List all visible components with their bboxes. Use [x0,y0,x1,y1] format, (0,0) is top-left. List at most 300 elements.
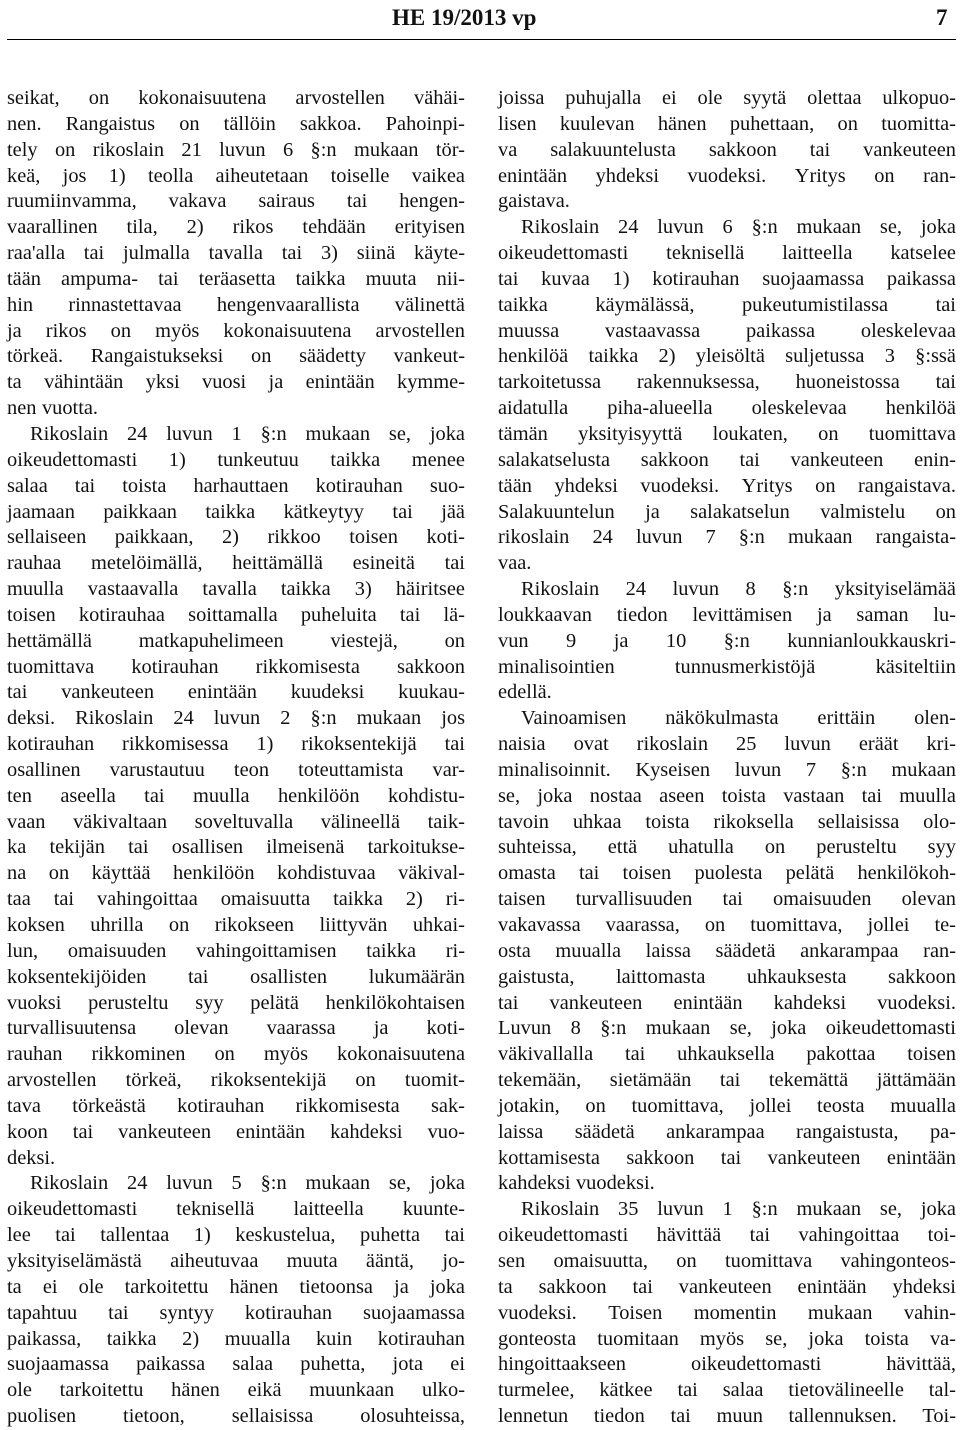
text-line [7,1171,465,1197]
word: tai [144,784,165,807]
word: turvallisuuden [575,888,693,911]
word: mukaan [353,138,419,161]
word: turvallisuutensa [7,1017,137,1040]
word: luvun [635,526,683,549]
word: se, [765,1327,788,1350]
word: ja [816,603,832,626]
text-line [498,396,956,422]
text-line [498,189,956,215]
word: salakatselusta [498,448,611,471]
word: joka [429,1275,465,1298]
word: joka [429,422,465,445]
word: aidatulla [498,397,569,420]
word: vankeuteen [61,681,155,704]
word: hänen [171,1379,220,1402]
word: kymme- [397,371,465,394]
word: laitteella [782,242,853,265]
text-line [498,1197,956,1223]
word: tuomittava, [631,1094,724,1117]
text-line [7,1094,465,1120]
word: tai [55,1224,76,1247]
word: muulla [192,784,250,807]
word: 2) [658,345,676,368]
word: Pahoinpi- [385,112,465,135]
word: suhteissa, [498,836,577,859]
word: vahingoittamisen [196,939,337,962]
word: te- [934,914,956,936]
word: luvun [734,758,782,781]
text-line [498,913,956,939]
word: tai [346,190,368,213]
word: sak- [431,1094,465,1117]
text-line [498,241,956,267]
word: naisia [498,733,546,756]
word: vankeuteen [118,1120,212,1143]
word: muuta [286,1249,338,1272]
word: gonteosta [498,1327,577,1350]
text-line [7,1327,465,1353]
text-line [7,706,465,732]
word: vahingoittaa [96,888,198,911]
word: joka [920,1198,956,1221]
word: vuoksi [7,991,62,1014]
word: kotirauhan [377,1327,465,1350]
word: kätkee [599,1379,653,1402]
word: Yritys [741,474,793,497]
word: rangaistava. [858,474,956,497]
word: pelätä [250,991,299,1014]
word: tavalla [208,242,263,265]
word: arvostellen [295,87,385,109]
word: ulkopuo- [882,87,956,109]
word: on [585,1094,606,1117]
word: koti- [426,1017,465,1040]
word: olo- [923,810,956,833]
word: muualla [890,1094,956,1117]
word: raa'alla [7,242,65,265]
text-line [498,680,956,706]
text-line [7,396,465,422]
word: henkilöön [277,784,360,807]
text-line [498,267,956,293]
text-line [498,991,956,1017]
word: muun [716,1405,763,1428]
text-line [7,680,465,706]
text-line [7,241,465,267]
word: muunkaan [309,1379,395,1402]
text-line [7,810,465,836]
word: rikoslain [92,138,165,161]
word: lun, [7,939,39,962]
word: on [54,138,76,161]
word: se, [498,784,521,807]
text-line [7,164,465,190]
word: vankeuteen [549,991,643,1014]
word: jo- [442,1249,465,1272]
word: yksityiselämää [834,578,956,601]
word: 21 [181,138,202,161]
left-column [7,86,465,1430]
word: rikkomisesta [255,655,360,678]
word: vahingonteos- [840,1249,956,1272]
word: joka [771,1017,807,1040]
text-line [7,1404,465,1430]
word: on [179,112,200,135]
text-line [7,1223,465,1249]
word: laitteella [293,1198,364,1221]
word: nii- [436,267,465,290]
word: koksen [7,914,65,936]
word: Toisen [608,1301,663,1324]
word: kunnianloukkauskri- [787,629,956,652]
word: rikkomisesta [295,1094,400,1117]
word: 1) [256,733,274,756]
word: käsiteltiin [875,655,956,678]
word: vahingoittaa [798,1224,900,1247]
text-line [498,1275,956,1301]
word: enintään [886,1146,956,1169]
text-line [498,1404,956,1430]
word: aiheutetaan [215,164,309,187]
word: se, [729,1017,752,1040]
word: 2 [280,707,291,730]
text-line [498,1327,956,1353]
word: myös [699,1327,745,1350]
word: 3) [354,578,372,601]
word: 24 [618,216,639,239]
word: matkapuhelimeen [138,629,284,652]
text-line [498,138,956,164]
word: nen [7,397,37,420]
word: siinä [356,242,396,265]
word: tai [498,267,519,290]
word: mukaan [305,422,371,445]
word: luvun [213,707,261,730]
word: jotakin, [498,1094,560,1117]
text-line [7,758,465,784]
word: nostaa [589,784,642,807]
word: 1 [231,422,242,445]
word: teknisellä [176,1198,255,1221]
word: luvun [672,578,720,601]
word: mukaan [796,216,862,239]
word: tai [72,1120,94,1143]
text-line [7,1249,465,1275]
word: va [498,138,518,161]
text-line [7,474,465,500]
text-line [498,784,956,810]
text-line [7,215,465,241]
word: tai [498,991,519,1014]
word: sen [498,1249,526,1272]
word: momentin [693,1301,777,1324]
word: enintään [187,681,257,704]
text-line [498,448,956,474]
word: sakkoa. [299,112,362,135]
word: sakkoon [538,1275,607,1298]
word: vuodeksi. [687,164,767,187]
word: §:n [751,216,778,239]
word: ääntä, [365,1249,415,1272]
word: tai [281,242,303,265]
word: yksityiselämästä [7,1249,142,1272]
word: enintään [236,1120,306,1143]
word: teknisellä [666,242,745,265]
text-line [7,86,465,112]
word: sellaisissa [817,810,900,833]
word: vastaavalla [87,578,179,601]
word: 2) [182,1327,200,1350]
word: lennetun [498,1405,569,1428]
word: syy [195,991,224,1014]
text-line [498,655,956,681]
word: kotirauhan [177,1094,265,1117]
word: ran- [923,164,956,187]
word: §:n [738,526,765,549]
text-line [498,965,956,991]
word: ran- [923,939,956,962]
page-header [0,0,960,40]
word: rikos [45,319,87,342]
word: taikka [106,1327,157,1350]
word: 10 [665,629,687,652]
word: toista [645,810,690,833]
word: joissa [498,87,545,109]
word: salaa [232,1353,274,1376]
word: Rikoslain [521,216,600,239]
word: kottamisesta [498,1146,600,1169]
word: tietoon, [123,1405,185,1428]
word: tai [578,862,600,885]
word: gaistusta, [498,965,575,988]
text-line [498,1042,956,1068]
word: suljetussa [785,345,865,368]
word: rikoksentekijä [210,1069,327,1092]
word: vankeuteen [790,448,884,471]
word: säädetä [715,939,776,962]
text-line [7,1275,465,1301]
word: taa [7,888,31,911]
word: piha-alueella [607,397,713,420]
word: ankarampaa [666,1120,765,1143]
word: salakuuntelusta [550,138,676,161]
word: §:n [310,707,337,730]
word: tai [444,1224,465,1247]
text-line [498,1301,956,1327]
word: tapahtuu [7,1301,78,1324]
word: törkeästä [72,1094,146,1117]
text-line [498,1068,956,1094]
word: säädetä [574,1120,635,1143]
text-line [498,887,956,913]
word: salakatselun [690,500,790,523]
word: syntyy [159,1301,214,1324]
text-line [7,370,465,396]
word: §:n [310,138,337,161]
word: tietovälineelle [788,1379,904,1402]
text-line [7,1068,465,1094]
text-line [498,474,956,500]
word: 2) [186,216,204,239]
word: Rikoslain [521,578,600,601]
word: tai [632,1275,653,1298]
word: oleskelevaa [860,319,956,342]
word: vähäi- [414,87,465,109]
text-line [498,732,956,758]
word: sellaiseen [7,526,87,549]
word: toista [122,474,167,497]
word: hin [7,293,34,316]
word: ka [7,836,27,859]
word: on [935,500,956,523]
word: rikos [232,216,274,239]
word: toi- [927,1224,956,1247]
word: ole [78,1275,104,1298]
word: kuulevan [559,112,635,135]
word: muulla [899,784,956,807]
word: teolla [147,164,194,187]
text-line [498,164,956,190]
word: hänen [657,112,707,135]
word: suojaamassa [762,267,865,290]
word: §:n [600,1017,627,1040]
word: teon [233,758,270,781]
word: nen. [7,112,42,135]
word: vuo- [427,1120,465,1143]
word: kahdeksi [773,991,847,1014]
word: deksi. [7,707,56,730]
word: saman [856,603,909,626]
text-line [498,629,956,655]
word: mukaan [796,1198,862,1221]
word: tarkoitukse- [367,836,465,859]
word: tiedon [593,1405,645,1428]
word: tekijän [49,836,105,859]
word: kri- [926,733,956,756]
word: vuotta. [41,397,99,420]
word: olettaa [807,87,862,109]
word: kotirauhan [131,655,219,678]
word: tai [444,552,465,575]
text-line [7,448,465,474]
word: paikassa [745,319,816,342]
word: kätkeytyy [283,500,365,523]
word: tuomittava [724,1249,813,1272]
word: keä, [7,164,41,187]
word: julmalla [122,242,190,265]
word: 24 [625,578,647,601]
word: se, [388,422,411,445]
word: erityisen [394,216,465,239]
word: ilmeisenä [266,836,345,859]
word: rikkominen [91,1043,186,1066]
word: 3 [884,345,895,368]
word: ei [662,87,677,109]
word: rikoslain [498,526,570,549]
word: taikka [588,345,639,368]
word: paikassa, [7,1327,82,1350]
word: sakkoon [708,138,777,161]
word: 25 [736,733,757,756]
word: tai [935,293,956,316]
word: uhatulla [668,836,734,859]
word: tarkoitettu [59,1379,144,1402]
word: taik- [427,810,465,833]
word: oikeudettomasti [691,1353,822,1376]
word: aiheutuvaa [170,1249,259,1272]
text-line [498,344,956,370]
word: vakavassa [498,914,581,936]
word: 2) [405,888,423,911]
word: omaisuuden [67,939,167,962]
word: soittamalla [188,603,278,626]
word: taisen [498,888,546,911]
word: uhkaa [572,810,622,833]
word: tarkoitetussa [498,371,602,394]
word: tuomitaan [597,1327,679,1350]
word: eräät [858,733,899,756]
word: Rikoslain [75,707,154,730]
word: omaisuutta [220,888,311,911]
word: Rangaistus [65,112,156,135]
word: koon [7,1120,48,1143]
text-line [498,1146,956,1172]
word: turmelee, [498,1379,575,1402]
word: suojaamassa [7,1353,109,1376]
word: ja [613,629,629,652]
word: eikä [247,1379,282,1402]
word: ta [498,1275,513,1298]
word: esineitä [352,552,415,575]
word: enintään [498,164,568,187]
text-line [498,1120,956,1146]
word: §:ssä [915,345,956,368]
word: toista [721,784,766,807]
word: ei [450,1353,465,1376]
word: aseella [60,784,116,807]
word: tai [7,681,28,704]
word: puolisen [7,1405,77,1428]
word: Luvun [498,1017,552,1040]
word: va- [929,1327,956,1350]
word: 2) [221,526,239,549]
word: vakava [168,190,227,213]
text-line [498,603,956,629]
word: että [607,836,638,859]
text-line [7,861,465,887]
word: 8 [745,578,756,601]
word: kuukau- [398,681,465,704]
word: ten [7,784,32,807]
word: ja [394,1275,409,1298]
word: toiselle [330,164,390,187]
word: puhettaan, [729,112,815,135]
word: 7 [705,526,716,549]
word: var- [432,758,465,781]
word: sellaisissa [231,1405,314,1428]
word: hänen [229,1275,279,1298]
word: Toi- [922,1405,956,1428]
word: kotirauhan [315,474,403,497]
word: 6 [722,216,733,239]
word: on [168,914,190,936]
word: paikassa [886,267,956,290]
text-line [498,861,956,887]
word: rinnastettavaa [68,293,182,316]
word: arvostellen [375,319,465,342]
word: tai [158,267,179,290]
word: paikassa [136,1353,206,1376]
